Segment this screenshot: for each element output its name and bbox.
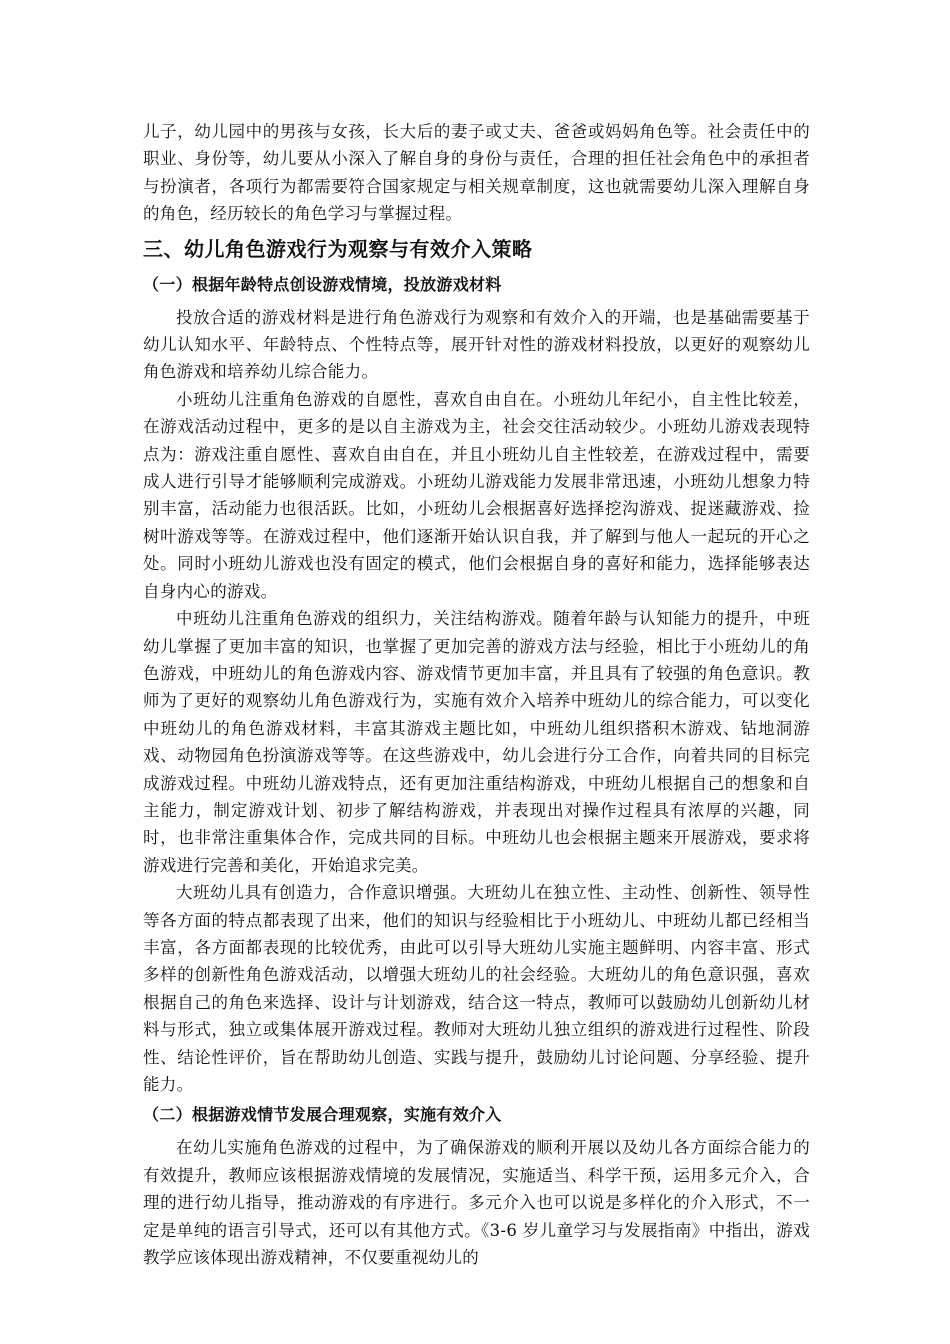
paragraph-intro: 儿子，幼儿园中的男孩与女孩，长大后的妻子或丈夫、爸爸或妈妈角色等。社会责任中的职业、身份等，幼儿要从小深入了解自身的身份与责任，合理的担任社会角色中的承担者与扮演者，各项行为都需要符合国家规定与相关规章制度，这也就需要幼儿深入理解自身的角色，经历较长的角色学习与掌握过程。 — [143, 122, 810, 224]
paragraph-materials: 投放合适的游戏材料是进行角色游戏行为观察和有效介入的开端，也是基础需要基于幼儿认知水平、年龄特点、个性特点等，展开针对性的游戏材料投放，以更好的观察幼儿角色游戏和培养幼儿综合能力。 — [143, 307, 810, 382]
paragraph-large-class: 大班幼儿具有创造力，合作意识增强。大班幼儿在独立性、主动性、创新性、领导性等各方面的特点都表现了出来，他们的知识与经验相比于小班幼儿、中班幼儿都已经相当丰富，各方面都表现的比较优秀，由此可以引导大班幼儿实施主题鲜明、内容丰富、形式多样的创新性角色游戏活动，以增强大班幼儿的社会经验。大班幼儿的角色意识强，喜欢根据自己的角色来选择、设计与计划游戏，结合这一特点，教师可以鼓励幼儿创新幼儿材料与形式，独立或集体展开游戏过程。教师对大班幼儿独立组织的游戏进行过程性、阶段性、结论性评价，旨在帮助幼儿创造、实践与提升，鼓励幼儿讨论问题、分享经验、提升能力。 — [143, 883, 810, 1094]
section-heading: 三、幼儿角色游戏行为观察与有效介入策略 — [143, 236, 533, 261]
document-body — [143, 118, 810, 1271]
paragraph-intervention: 在幼儿实施角色游戏的过程中，为了确保游戏的顺利开展以及幼儿各方面综合能力的有效提升，教师应该根据游戏情境的发展情况，实施适当、科学干预，运用多元介入，合理的进行幼儿指导，推动游戏的有序进行。多元介入也可以说是多样化的介入形式，不一定是单纯的语言引导式，还可以有其他方式。《3-6 岁儿童学习与发展指南》中指出，游戏教学应该体现出游戏精神，不仅要重视幼儿的 — [143, 1138, 810, 1268]
subsection-heading-1: （一）根据年龄特点创设游戏情境，投放游戏材料 — [143, 274, 502, 294]
paragraph-small-class: 小班幼儿注重角色游戏的自愿性，喜欢自由自在。小班幼儿年纪小，自主性比较差，在游戏活动过程中，更多的是以自主游戏为主，社会交往活动较少。小班幼儿游戏表现特点为：游戏注重自愿性、喜欢自由自在，并且小班幼儿自主性较差，在游戏过程中，需要成人进行引导才能够顺利完成游戏。小班幼儿游戏能力发展非常迅速，小班幼儿想象力特别丰富，活动能力也很活跃。比如，小班幼儿会根据喜好选择挖沟游戏、捉迷藏游戏、捡树叶游戏等等。在游戏过程中，他们逐渐开始认识自我，并了解到与他人一起玩的开心之处。同时小班幼儿游戏也没有固定的模式，他们会根据自身的喜好和能力，选择能够表达自身内心的游戏。 — [143, 389, 810, 601]
paragraph-middle-class: 中班幼儿注重角色游戏的组织力，关注结构游戏。随着年龄与认知能力的提升，中班幼儿掌握了更加丰富的知识，也掌握了更加完善的游戏方法与经验，相比于小班幼儿的角色游戏，中班幼儿的角色游戏内容、游戏情节更加丰富，并且具有了较强的角色意识。教师为了更好的观察幼儿角色游戏行为，实施有效介入培养中班幼儿的综合能力，可以变化中班幼儿的角色游戏材料，丰富其游戏主题比如，中班幼儿组织搭积木游戏、钻地洞游戏、动物园角色扮演游戏等等。在这些游戏中，幼儿会进行分工合作，向着共同的目标完成游戏过程。中班幼儿游戏特点，还有更加注重结构游戏，中班幼儿根据自己的想象和自主能力，制定游戏计划、初步了解结构游戏，并表现出对操作过程具有浓厚的兴趣，同时，也非常注重集体合作，完成共同的目标。中班幼儿也会根据主题来开展游戏，要求将游戏进行完善和美化，开始追求完美。 — [143, 609, 810, 875]
subsection-heading-2: （二）根据游戏情节发展合理观察，实施有效介入 — [143, 1105, 502, 1125]
